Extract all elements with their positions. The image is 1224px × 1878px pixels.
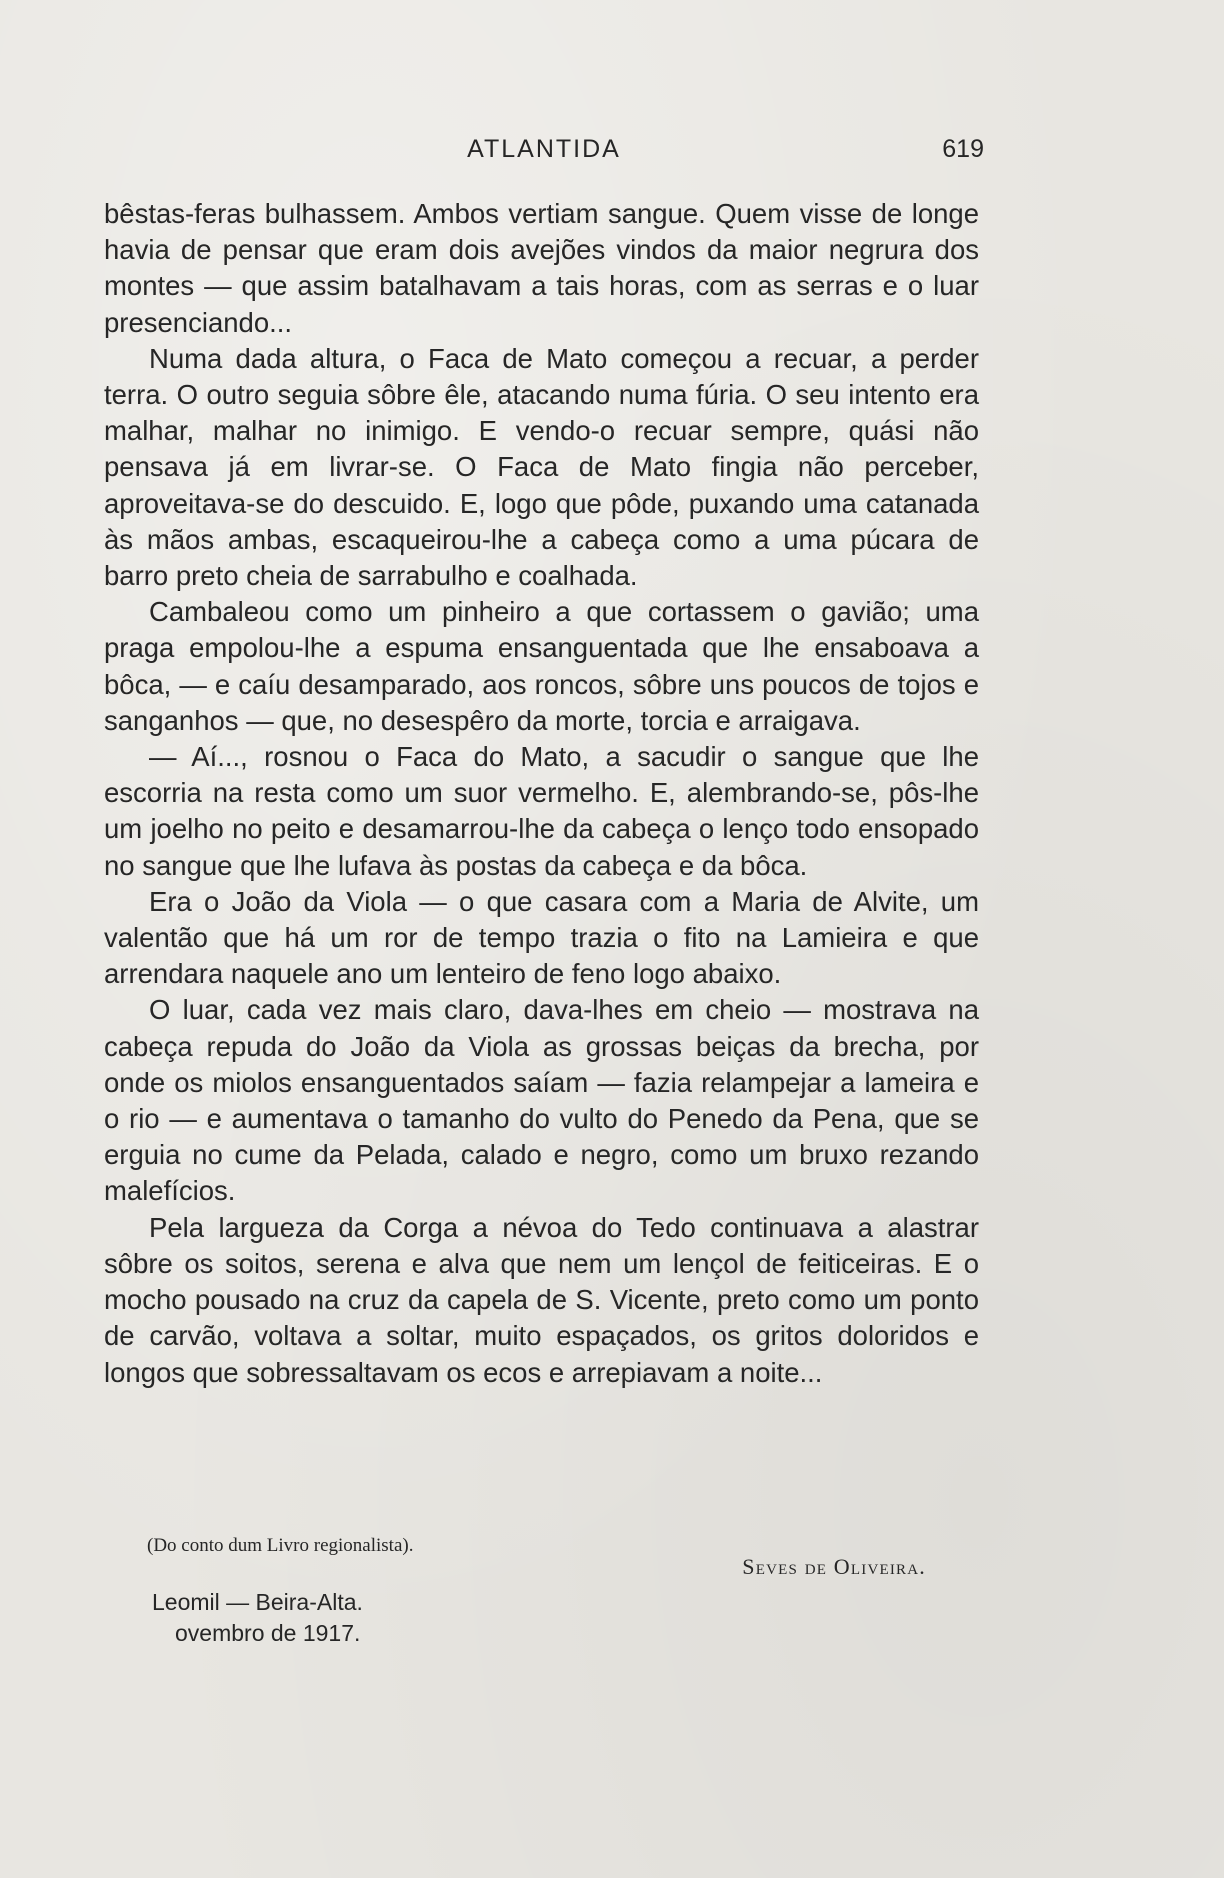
page-number: 619 [942,135,984,163]
paragraph-4: — Aí..., rosnou o Faca do Mato, a sacudir o sangue que lhe escorria na resta como um suor vermelho. E, alembrando-se, pôs-lhe um joelho no peito e desamarrou-lhe da cabeça o lenço todo ensopado no sangue que lhe lufava às postas da cabeça e da bôca. [104,741,979,881]
source-note: (Do conto dum Livro regionalista). [147,1535,414,1556]
paragraph-5: Era o João da Viola — o que casara com a Maria de Alvite, um valentão que há um ror de tempo trazia o fito na Lamieira e que arrendara naquele ano um lenteiro de feno logo abaixo. [104,885,979,990]
page-header [104,135,984,167]
date-line: ovembro de 1917. [175,1620,361,1646]
place-line: Leomil — Beira-Alta. [152,1589,363,1615]
paragraph-7: Pela largueza da Corga a névoa do Tedo continuava a alastrar sôbre os soitos, serena e alva que nem um lençol de feiticeiras. E o mocho pousado na cruz da capela de S. Vicente, preto como um ponto de carvão, voltava a soltar, muito espaçados, os gritos doloridos e longos que sobressaltavam os ecos e arrepiavam a noite... [104,1211,979,1388]
paragraph-1: bêstas-feras bulhassem. Ambos vertiam sangue. Quem visse de longe havia de pensar que eram dois avejões vindos da maior negrura dos montes — que assim batalhavam a tais horas, com as serras e o luar presenciando... [104,198,979,338]
author-signature: Seves de Oliveira. [742,1554,926,1579]
paragraph-2: Numa dada altura, o Faca de Mato começou a recuar, a perder terra. O outro seguia sôbre êle, atacando numa fúria. O seu intento era malhar, malhar no inimigo. E vendo-o recuar sempre, quási não pensava já em livrar-se. O Faca de Mato fingia não perceber, aproveitava-se do descuido. E, logo que pôde, puxando uma catanada às mãos ambas, escaqueirou-lhe a cabeça como a uma púcara de barro preto cheia de sarrabulho e coalhada. [104,342,979,592]
running-title: ATLANTIDA [467,135,621,163]
article-body [104,196,979,1391]
paragraph-3: Cambaleou como um pinheiro a que cortassem o gavião; uma praga empolou-lhe a espuma ensanguentada que lhe ensaboava a bôca, — e caíu desamparado, aos roncos, sôbre uns poucos de tojos e sanganhos — que, no desespêro da morte, torcia e arraigava. [104,596,979,736]
paragraph-6: O luar, cada vez mais claro, dava-lhes em cheio — mostrava na cabeça repuda do João da Viola as grossas beiças da brecha, por onde os miolos ensanguentados saíam — fazia relampejar a lameira e o rio — e aumentava o tamanho do vulto do Penedo da Pena, que se erguia no cume da Pelada, calado e negro, como um bruxo rezando malefícios. [104,994,979,1207]
